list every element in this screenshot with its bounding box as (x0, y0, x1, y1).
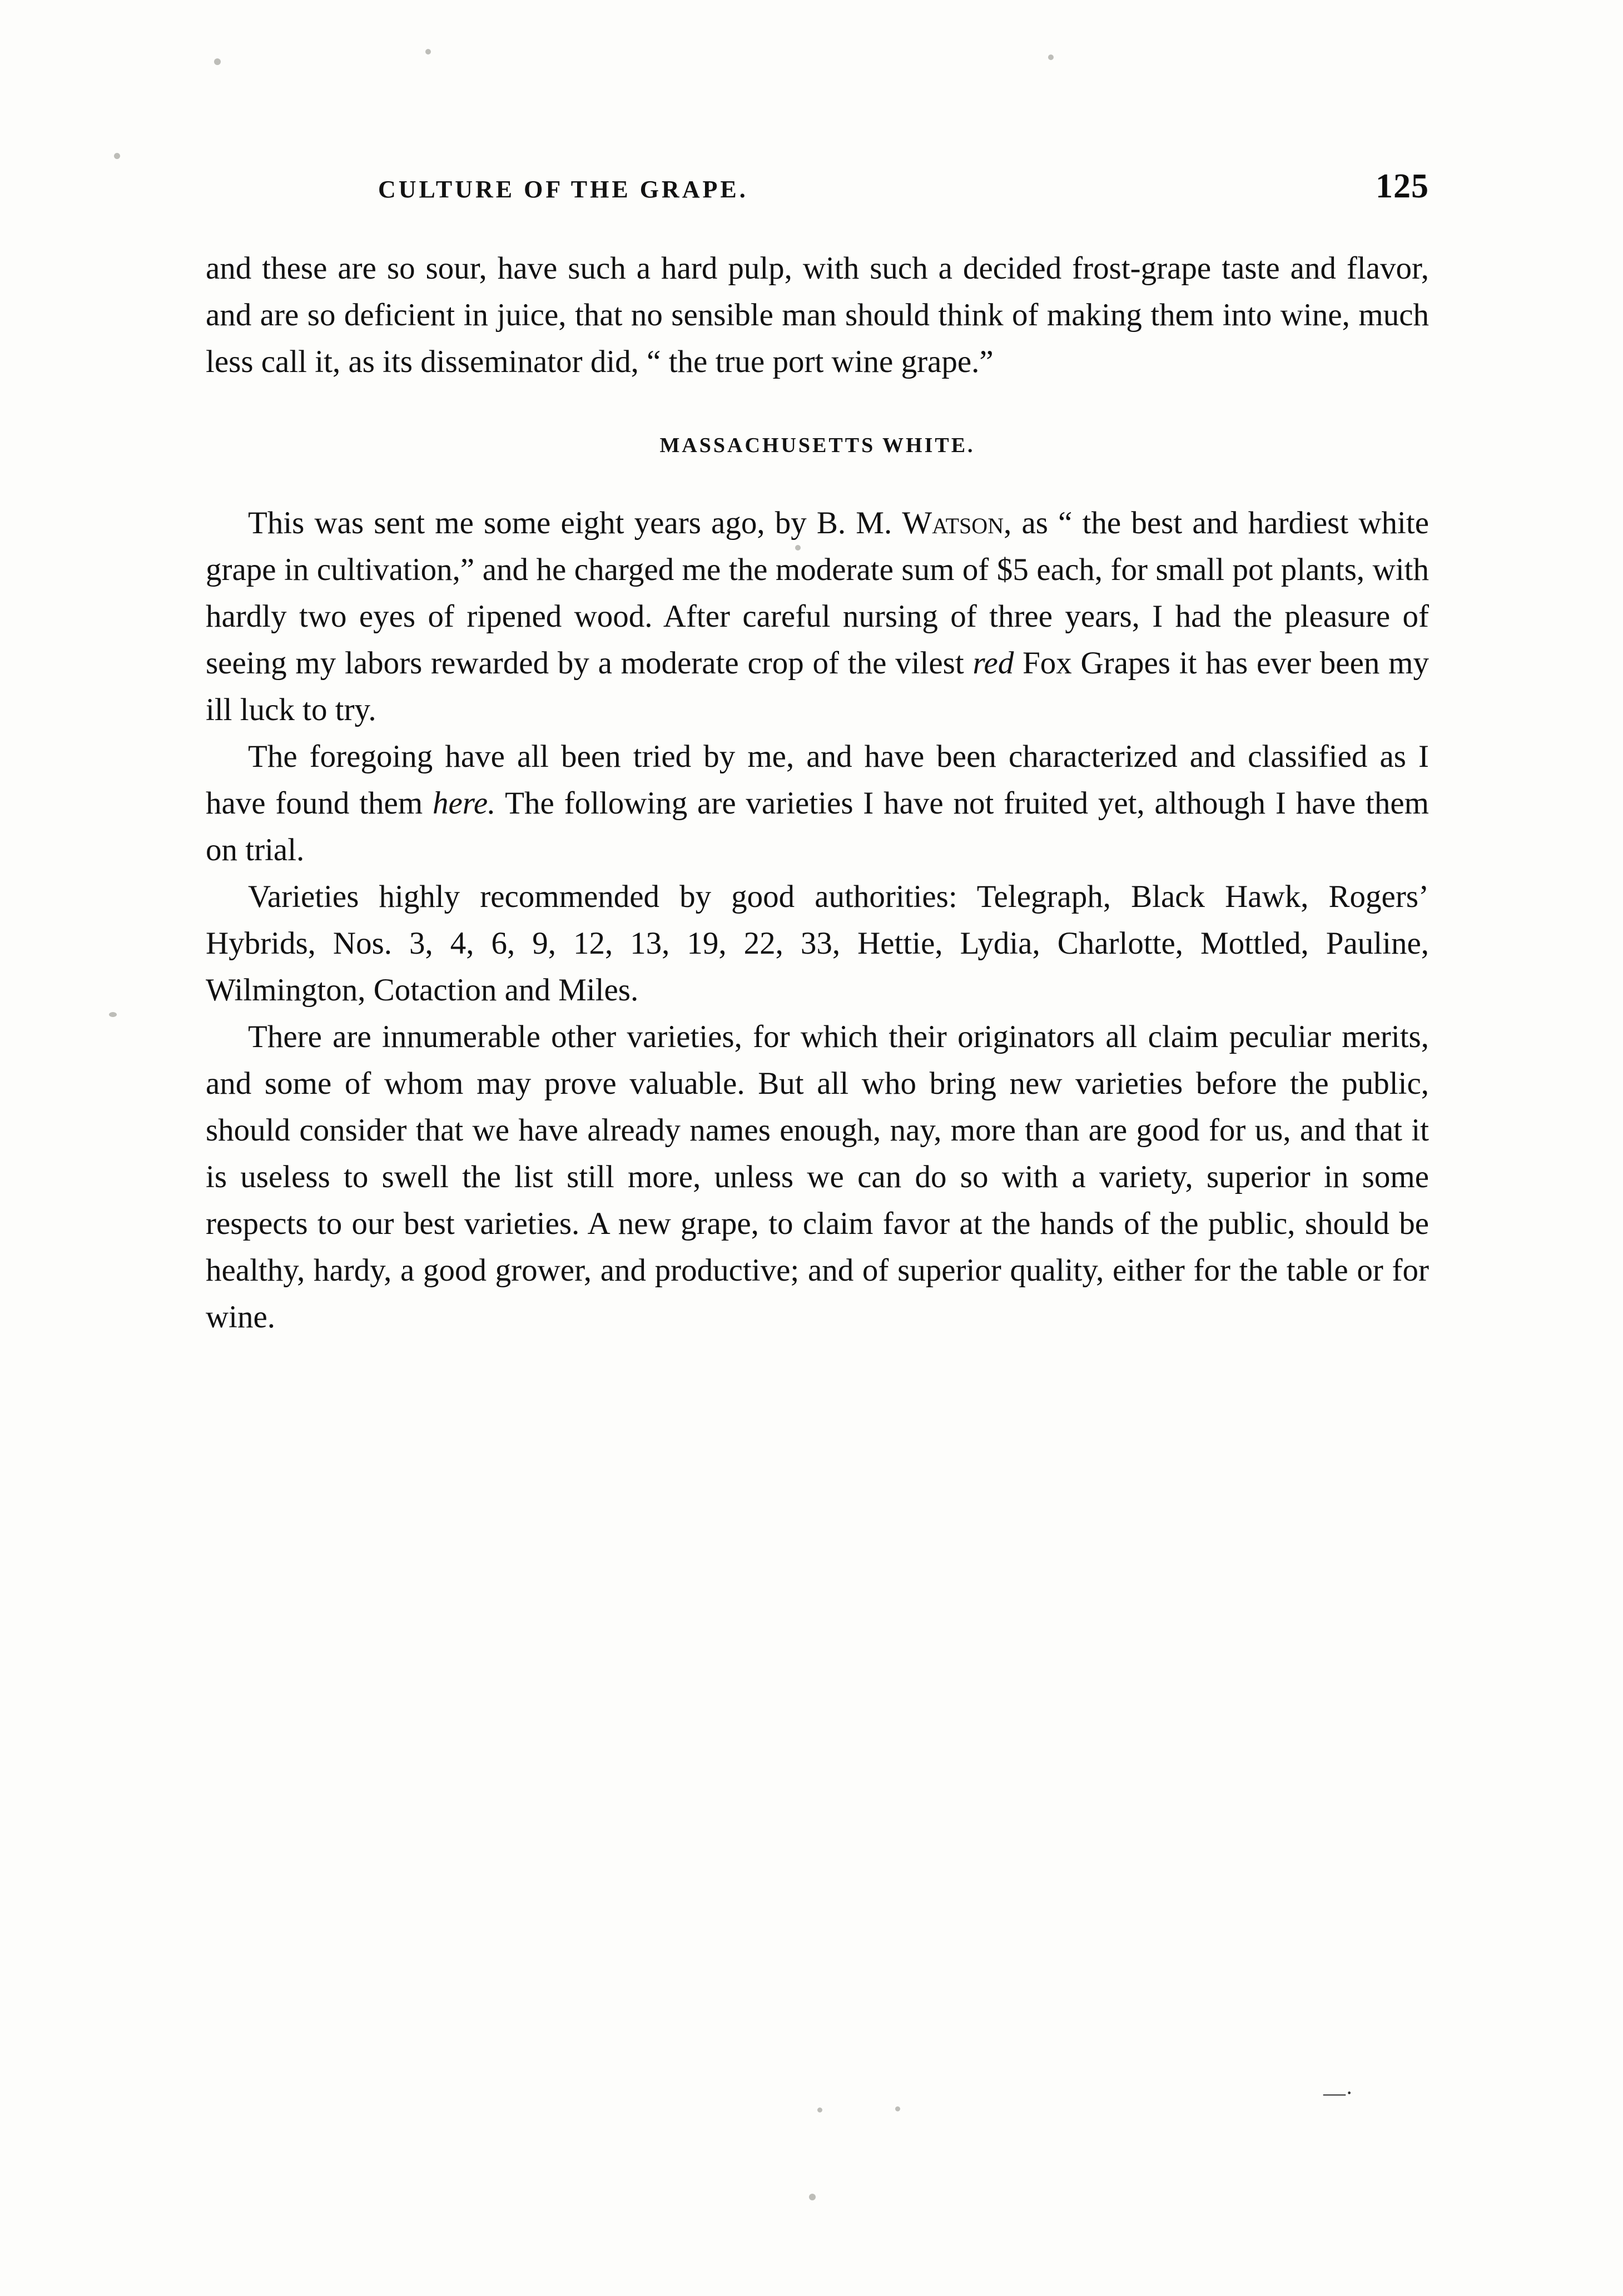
paper-speck (114, 153, 120, 159)
paper-speck (109, 1012, 117, 1017)
paper-speck (214, 58, 221, 65)
page-number: 125 (1376, 167, 1429, 205)
paragraph-continuation: and these are so sour, have such a hard pulp, with such a decided frost-grape taste and flavor, and are so deficient in juice, that no sensible man should think of making them into wine, much less call it, as its disseminator did, “ the true port wine grape.” (206, 251, 1429, 379)
paragraph-varieties-recommended: Varieties highly recommended by good authorities: Telegraph, Black Hawk, Rogers’ Hybrids, Nos. 3, 4, 6, 9, 12, 13, 19, 22, 33, Hettie, Lydia, Charlotte, Mottled, Pauline, Wilmington, Cotaction and Miles. (206, 879, 1429, 1008)
page-content (206, 167, 1429, 1341)
paragraph-lead-text: This was sent me some eight years ago, by B. M. (248, 505, 902, 540)
section-heading: MASSACHUSETTS WHITE. (659, 434, 975, 457)
paragraph-massachusetts-white (206, 500, 1429, 733)
emphasis-here: here. (432, 786, 496, 821)
paper-speck (817, 2107, 822, 2112)
paragraph-innumerable-varieties: There are innumerable other varieties, for which their originators all claim peculiar merits, and some of whom may prove valuable. But all who bring new varieties before the public, should consider that we have already names enough, nay, more than are good for us, and that it is useless to swell the list still more, unless we can do so with a variety, superior in some respects to our best varieties. A new grape, to claim favor at the hands of the public, should be healthy, hardy, a good grower, and productive; and of superior quality, either for the table or for wine. (206, 1019, 1429, 1335)
paragraph-tail-text: Fox Grapes it has ever been my ill luck to try. (206, 646, 1429, 727)
running-head (206, 167, 1429, 206)
paper-speck (425, 49, 431, 54)
paragraph-foregoing (206, 733, 1429, 874)
paragraph-tail-text: The following are varieties I have not fruited yet, although I have them on trial. (206, 786, 1429, 867)
paragraph-rest-text: , as “ the best and hardiest white grape in cultivation,” and he charged me the moderate sum of $5 each, for small pot plants, with hardly two eyes of ripened wood. After careful nursing of three years, I had the pleasure of seeing my labors rewarded by a moderate crop of the vilest (206, 505, 1429, 681)
paragraph-lead-text: The foregoing have all been tried by me, and have been characterized and classified as I have found them (206, 739, 1429, 821)
paper-speck (1048, 54, 1054, 60)
author-name-smallcaps: Watson (902, 505, 1004, 540)
running-head-title: CULTURE OF THE GRAPE. (378, 176, 748, 203)
stray-ink-mark: —· (1323, 2080, 1353, 2105)
emphasis-red: red (972, 646, 1014, 681)
paper-speck (809, 2194, 816, 2200)
paper-speck (895, 2106, 900, 2111)
